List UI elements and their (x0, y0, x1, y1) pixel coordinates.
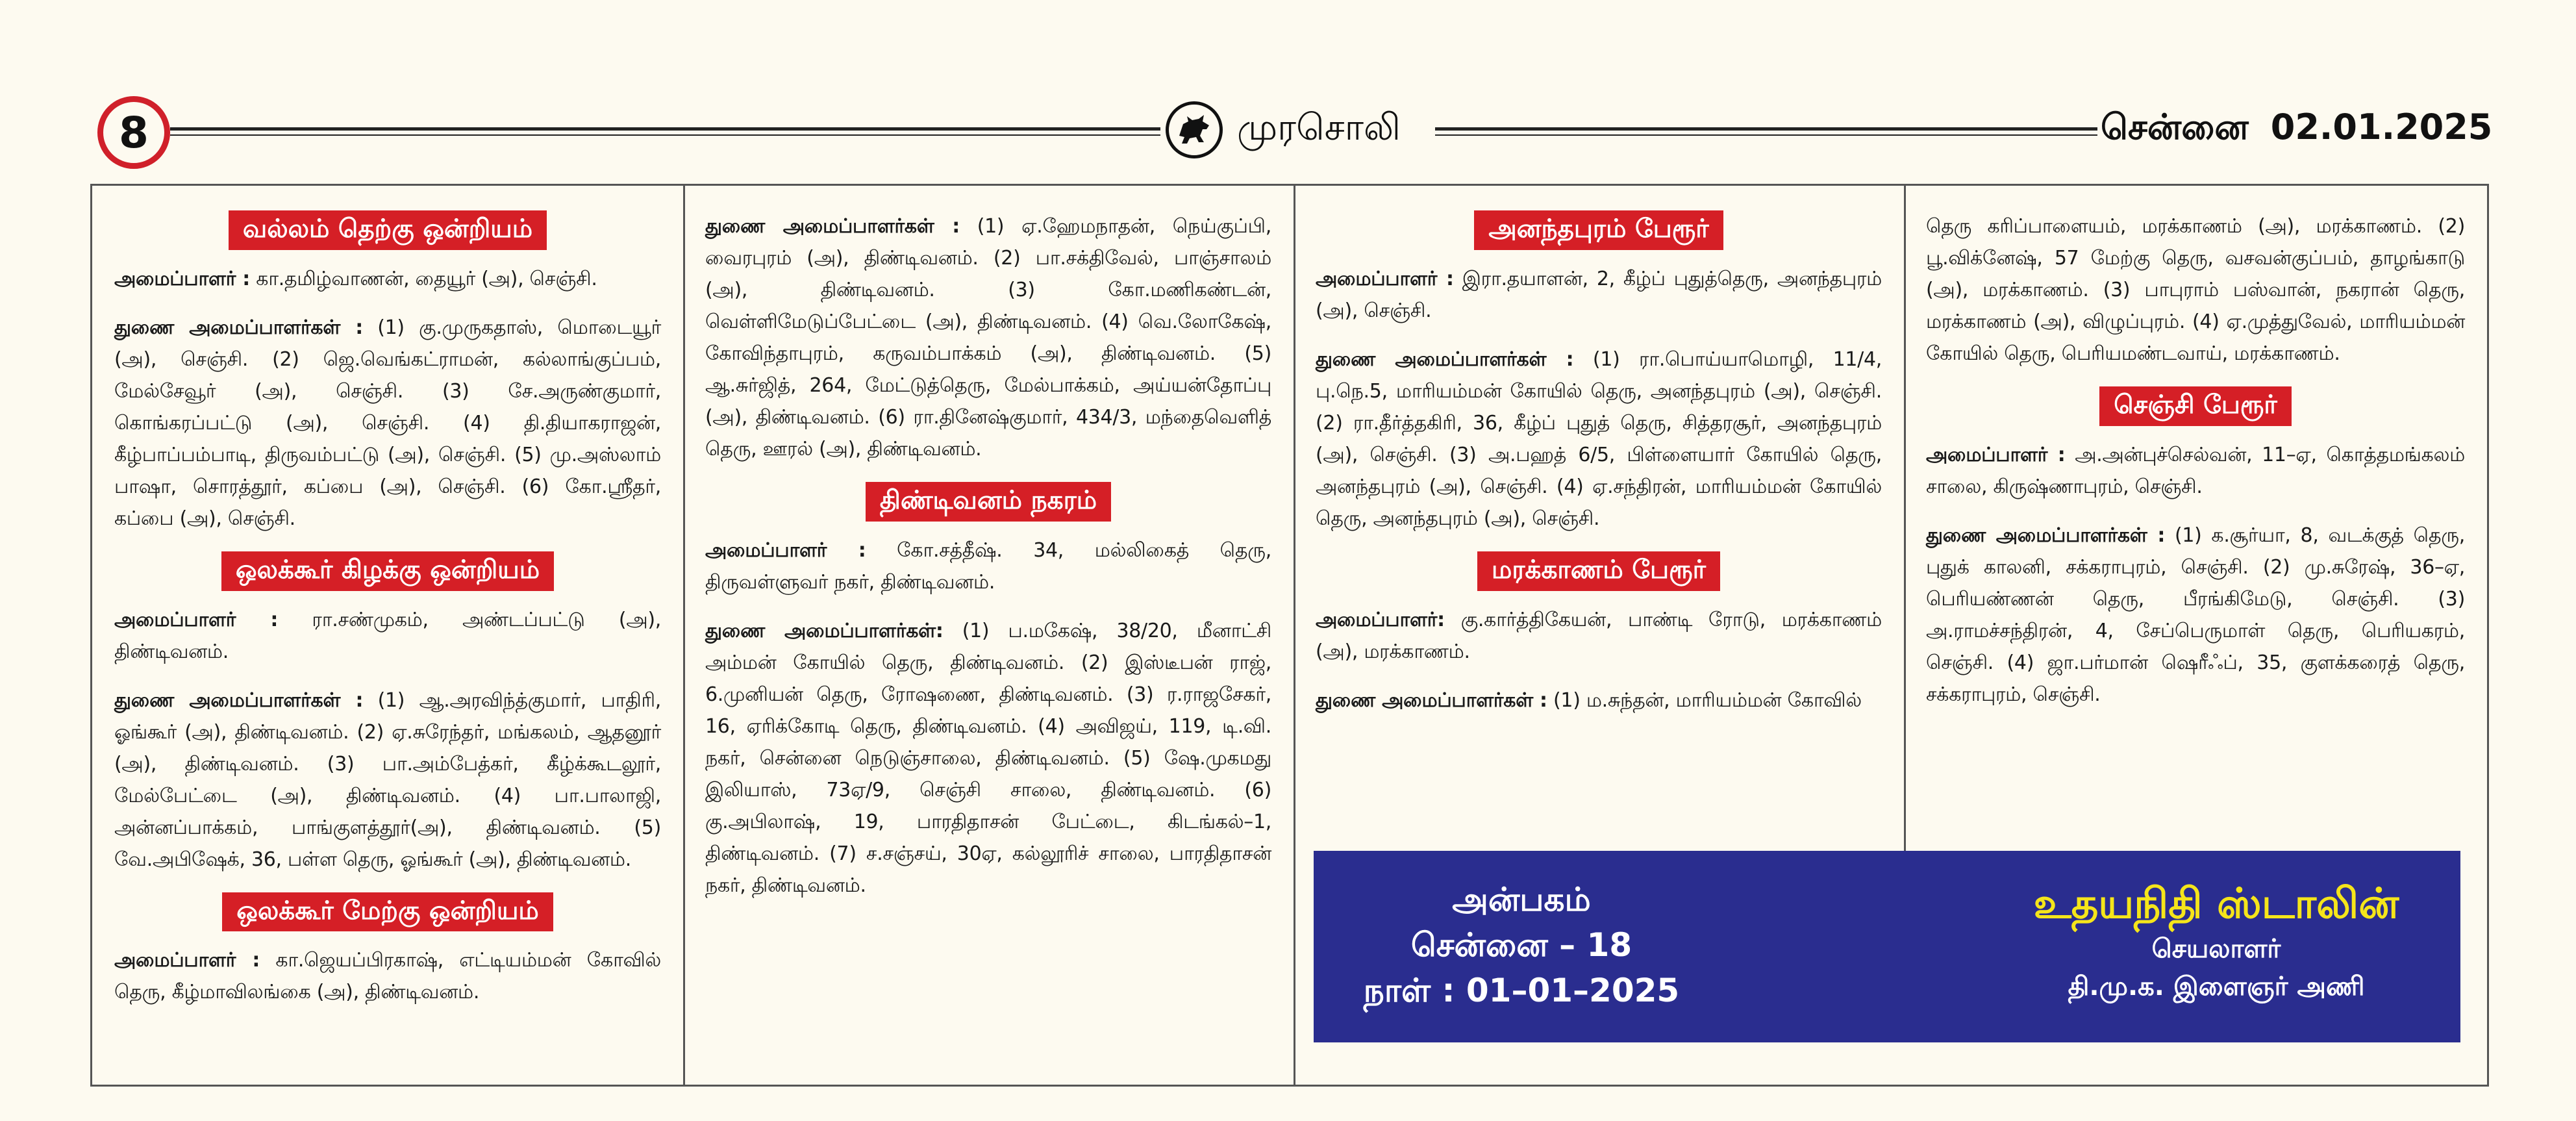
column-1 (92, 188, 683, 1085)
section-heading: ஒலக்கூர் கிழக்கு ஒன்றியம் (114, 551, 661, 591)
section-heading: வல்லம் தெற்கு ஒன்றியம் (114, 210, 661, 250)
article-paragraph: துணை அமைப்பாளர்கள் : (1) ஏ.ஹேமநாதன், நெய்குப்பி, வைரபுரம் (அ), திண்டிவனம். (2) பா.சக்திவேல், பாஞ்சாலம் (அ), திண்டிவனம். (3) கோ.மணிகண்டன், வெள்ளிமேடுப்பேட்டை (அ), திண்டிவனம். (4) வெ.லோகேஷ், கோவிந்தாபுரம், கருவம்பாக்கம் (அ), திண்டிவனம். (5) ஆ.சுர்ஜித், 264, மேட்டுத்தெரு, மேல்பாக்கம், அய்யன்தோப்பு (அ), திண்டிவனம். (6) ரா.தினேஷ்குமார், 434/3, மந்தைவெளித் தெரு, ஊரல் (அ), திண்டிவனம். (705, 215, 1271, 460)
masthead-rule-left (170, 127, 1160, 131)
dateline (2101, 107, 2492, 153)
announcement-city: சென்னை – 18 (1410, 926, 1632, 964)
section-heading: ஒலக்கூர் மேற்கு ஒன்றியம் (114, 892, 661, 932)
article-paragraph: துணை அமைப்பாளர்கள் : (1) கு.முருகதாஸ், மொடையூர் (அ), செஞ்சி. (2) ஜெ.வெங்கட்ராமன், கல்லாங்குப்பம், மேல்சேவூர் (அ), செஞ்சி. (3) சே.அருண்குமார், கொங்கரப்பட்டு (அ), செஞ்சி. (4) தி.தியாகராஜன், கீழ்பாப்பம்பாடி, திருவம்பட்டு (அ), செஞ்சி. (5) மு.அஸ்லாம் பாஷா, சொரத்தூர், கப்பை (அ), செஞ்சி. (6) கோ.ஸ்ரீதர், கப்பை (அ), செஞ்சி. (114, 316, 661, 530)
article-paragraph: துணை அமைப்பாளர்கள் : (1) க.சூர்யா, 8, வடக்குத் தெரு, புதுக் காலனி, சக்கராபுரம், செஞ்சி. (2) மு.சுரேஷ், 36–ஏ, பெரியண்ணன் தெரு, பீரங்கிமேடு, செஞ்சி. (3) அ.ராமச்சந்திரன், 4, சேப்பெருமாள் தெரு, பெரியகரம், செஞ்சி. (4) ஜா.பர்மான் ஷெரீஃப், 35, குளக்கரைத் தெரு, சக்கராபுரம், செஞ்சி. (1926, 523, 2465, 706)
paper-logo (1166, 99, 1401, 161)
article-paragraph: துணை அமைப்பாளர்கள் : (1) ம.சுந்தன், மாரியம்மன் கோவில் (1316, 688, 1862, 712)
article-paragraph: துணை அமைப்பாளர்கள் : (1) ரா.பொய்யாமொழி, 11/4, பு.நெ.5, மாரியம்மன் கோயில் தெரு, அனந்தபுரம் (அ), செஞ்சி. (2) ரா.தீர்த்தகிரி, 36, கீழ்ப் புதுத் தெரு, சித்தரசூர், அனந்தபுரம் (அ), செஞ்சி. (3) அ.பஹத் 6/5, பிள்ளையார் கோயில் தெரு, அனந்தபுரம் (அ), செஞ்சி. (4) ஏ.சந்திரன், மாரியம்மன் கோயில் தெரு, அனந்தபுரம் (அ), செஞ்சி. (1316, 347, 1882, 530)
section-heading: திண்டிவனம் நகரம் (705, 482, 1271, 522)
article-paragraph: அமைப்பாளர் : கோ.சத்தீஷ். 34, மல்லிகைத் தெரு, திருவள்ளுவர் நகர், திண்டிவனம். (705, 538, 1271, 594)
announcement-date: நாள் : 01–01–2025 (1363, 972, 1680, 1009)
announcement-address (1353, 877, 1690, 1013)
signatory-wing: தி.மு.க. இளைஞர் அணி (2068, 972, 2365, 1001)
bull-emblem-icon (1166, 101, 1223, 158)
article-paragraph: துணை அமைப்பாளர்கள் : (1) ஆ.அரவிந்த்குமார், பாதிரி, ஓங்கூர் (அ), திண்டிவனம். (2) ஏ.சுரேந்தர், மங்கலம், ஆதனூர் (அ), திண்டிவனம். (3) பா.அம்பேத்கர், கீழ்க்கூடலூர், மேல்பேட்டை (அ), திண்டிவனம். (4) பா.பாலாஜி, அன்னப்பாக்கம், பாங்குளத்தூர்(அ), திண்டிவனம். (5) வே.அபிஷேக், 36, பள்ள தெரு, ஓங்கூர் (அ), திண்டிவனம். (114, 688, 661, 871)
masthead-rule-right-thin (1435, 134, 2097, 136)
article-paragraph: அமைப்பாளர் : ரா.சண்முகம், அண்டப்பட்டு (அ), திண்டிவனம். (114, 608, 662, 663)
section-heading: செஞ்சி பேரூர் (1926, 386, 2465, 426)
dateline-city: சென்னை (2101, 107, 2249, 147)
article-paragraph: அமைப்பாளர் : இரா.தயாளன், 2, கீழ்ப் புதுத்தெரு, அனந்தபுரம் (அ), செஞ்சி. (1316, 267, 1882, 322)
signatory-role: செயலாளர் (2151, 934, 2281, 964)
page-number: 8 (97, 96, 170, 169)
announcement-box (1314, 851, 2460, 1042)
masthead-rule-left-thin (170, 134, 1160, 136)
article-paragraph: அமைப்பாளர்: கு.கார்த்திகேயன், பாண்டி ரோடு, மரக்காணம் (அ), மரக்காணம். (1316, 608, 1882, 663)
article-paragraph: தெரு கரிப்பாளையம், மரக்காணம் (அ), மரக்காணம். (2) பூ.விக்னேஷ், 57 மேற்கு தெரு, வசவன்குப்பம், தாழங்காடு (அ), மரக்காணம். (3) பாபுராம் பஸ்வான், நகரான் தெரு, மரக்காணம் (அ), விழுப்புரம். (4) ஏ.முத்துவேல், மாரியம்மன் கோயில் தெரு, பெரியமண்டவாய், மரக்காணம். (1926, 215, 2465, 365)
article-paragraph: அமைப்பாளர் : அ.அன்புச்செல்வன், 11–ஏ, கொத்தமங்கலம் சாலை, கிருஷ்ணாபுரம், செஞ்சி. (1926, 443, 2465, 498)
dateline-date: 02.01.2025 (2270, 107, 2493, 147)
article-paragraph: துணை அமைப்பாளர்கள்: (1) ப.மகேஷ், 38/20, மீனாட்சி அம்மன் கோயில் தெரு, திண்டிவனம். (2) இஸ்டீபன் ராஜ், 6.முனியன் தெரு, ரோஷணை, திண்டிவனம். (3) ர.ராஜசேகர், 16, ஏரிக்கோடி தெரு, திண்டிவனம். (4) அவிஜய், 119, டி.வி. நகர், சென்னை நெடுஞ்சாலை, திண்டிவனம். (5) ஷே.முகமது இலியாஸ், 73ஏ/9, செஞ்சி சாலை, திண்டிவனம். (6) கு.அபிலாஷ், 19, பாரதிதாசன் பேட்டை, கிடங்கல்–1, திண்டிவனம். (7) ச.சஞ்சய், 30ஏ, கல்லூரிச் சாலை, பாரதிதாசன் நகர், திண்டிவனம். (705, 619, 1271, 897)
announcement-office: அன்பகம் (1452, 881, 1591, 918)
paper-name: முரசொலி (1237, 107, 1401, 149)
signatory-name: உதயநிதி ஸ்டாலின் (2033, 880, 2399, 928)
article-paragraph: அமைப்பாளர் : கா.ஜெயப்பிரகாஷ், எட்டியம்மன் கோவில் தெரு, கீழ்மாவிலங்கை (அ), திண்டிவனம். (114, 949, 661, 1004)
masthead (0, 0, 2576, 182)
section-heading: மரக்காணம் பேரூர் (1316, 551, 1882, 591)
section-heading: அனந்தபுரம் பேரூர் (1316, 210, 1882, 250)
announcement-signatory (2002, 878, 2431, 1005)
article-paragraph: அமைப்பாளர் : கா.தமிழ்வாணன், தையூர் (அ), செஞ்சி. (114, 267, 597, 290)
masthead-rule-right (1435, 127, 2097, 131)
column-2 (683, 188, 1294, 1085)
